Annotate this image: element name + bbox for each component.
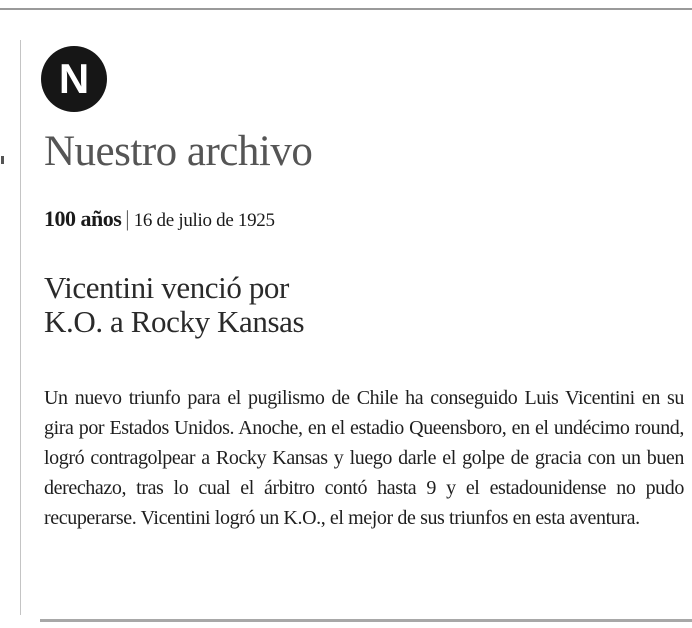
headline-line-2: K.O. a Rocky Kansas — [44, 304, 305, 339]
dateline-separator: | — [125, 206, 130, 231]
top-divider — [0, 8, 692, 10]
archive-date: 16 de julio de 1925 — [133, 210, 275, 231]
left-column-divider — [20, 40, 21, 615]
headline-line-1: Vicentini venció por — [44, 270, 289, 305]
years-ago-label: 100 años — [44, 206, 122, 231]
dateline — [44, 204, 275, 236]
newspaper-logo — [41, 46, 107, 112]
article-body: Un nuevo triunfo para el pugilismo de Chile ha conseguido Luis Vicentini en su gira por Estados Unidos. Anoche, en el estadio Queensboro, en el undécimo round, logró contragolpear a Rocky Kansas y luego darle el golpe de gracia con un buen derechazo, tras lo cual el árbitro contó hasta 9 y el estadounidense no pudo recuperarse. Vicentini logró un K.O., el mejor de sus triunfos en esta aventura. — [44, 387, 684, 529]
logo-letter: N — [58, 55, 90, 102]
bottom-divider — [40, 619, 692, 622]
adjacent-column-fragment — [1, 156, 4, 164]
article-headline — [44, 271, 504, 339]
section-title: Nuestro archivo — [44, 128, 313, 175]
